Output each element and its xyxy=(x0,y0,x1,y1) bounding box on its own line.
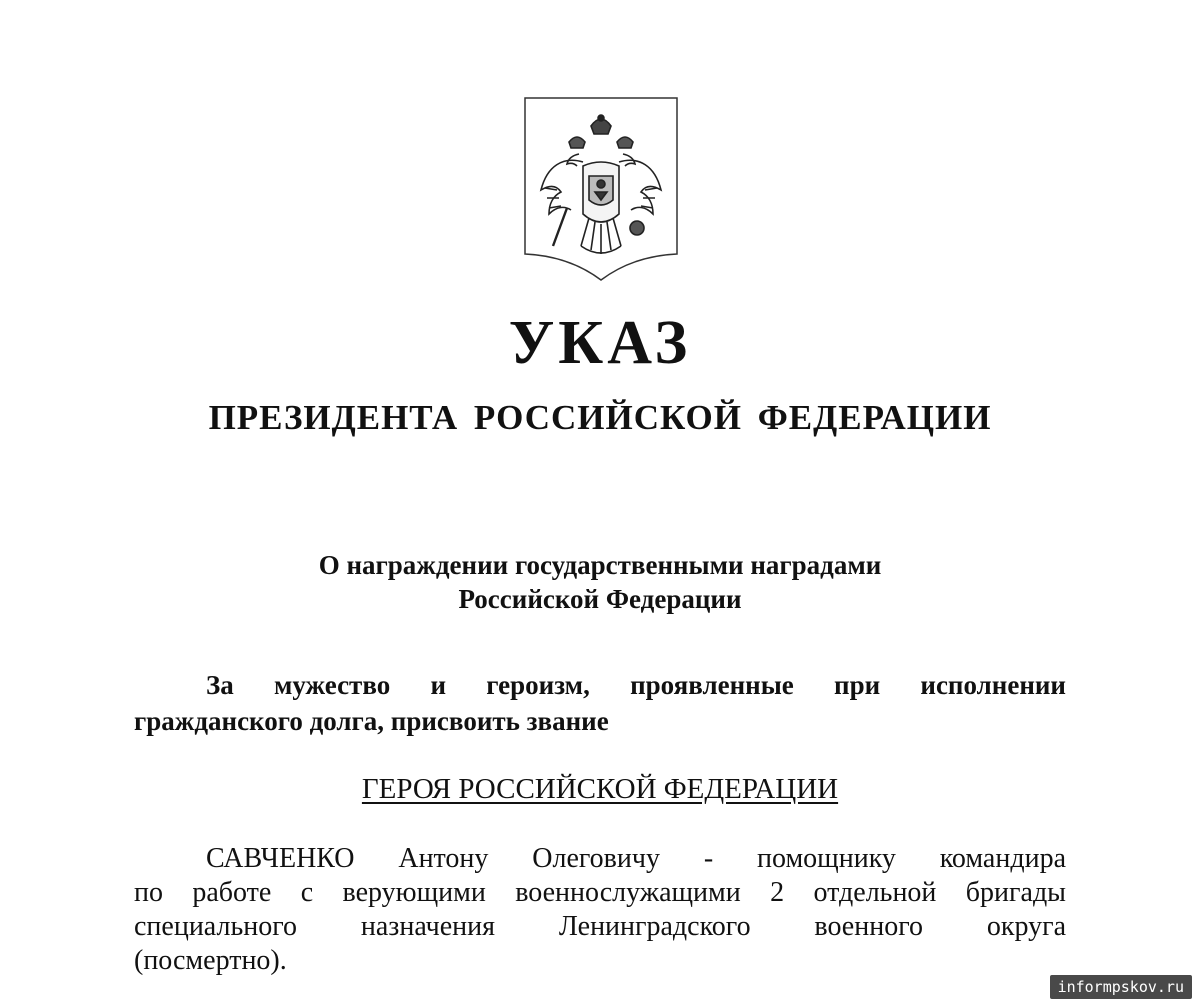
award-recipient-paragraph xyxy=(134,842,1066,978)
topic-line: Российской Федерации xyxy=(458,584,742,614)
award-title-text: ГЕРОЯ РОССИЙСКОЙ ФЕДЕРАЦИИ xyxy=(361,773,839,805)
body-line: по работе с верующими военнослужащими 2 отдельной бригады xyxy=(134,877,1066,908)
body-line: САВЧЕНКО Антону Олеговичу - помощнику командира xyxy=(206,843,1066,874)
decree-topic xyxy=(0,548,1200,616)
lead-paragraph xyxy=(134,667,1066,739)
award-title xyxy=(0,770,1200,808)
body-line: (посмертно). xyxy=(134,945,287,976)
decree-issuer: ПРЕЗИДЕНТА РОССИЙСКОЙ ФЕДЕРАЦИИ xyxy=(208,398,992,437)
body-line: специального назначения Ленинградского военного округа xyxy=(134,911,1066,942)
topic-line: О награждении государственными наградами xyxy=(318,550,882,580)
lead-line: гражданского долга, присвоить звание xyxy=(134,706,609,736)
decree-title: УКАЗ xyxy=(508,309,692,377)
source-watermark: informpskov.ru xyxy=(1050,975,1192,999)
lead-line: За мужество и героизм, проявленные при исполнении xyxy=(206,670,1066,700)
coat-of-arms-icon xyxy=(523,96,679,282)
